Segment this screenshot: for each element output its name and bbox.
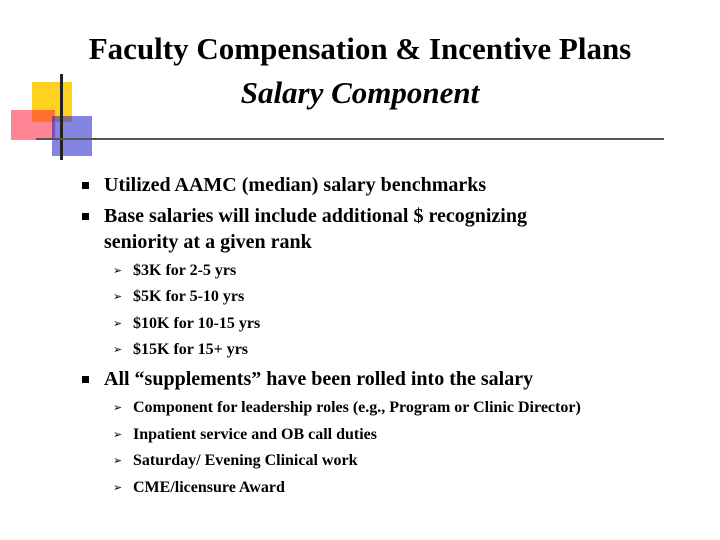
bullet-supplements: All “supplements” have been rolled into the salary: [104, 368, 534, 390]
slide-title: Faculty Compensation & Incentive Plans: [88, 31, 632, 66]
arrow-bullet-icon: ➢: [113, 428, 123, 441]
arrow-bullet-icon: ➢: [113, 343, 123, 356]
square-bullet-icon: [82, 376, 89, 383]
decor-blue-square: [52, 116, 92, 156]
arrow-bullet-icon: ➢: [113, 481, 123, 494]
sub-item-seniority: $5K for 5-10 yrs: [133, 288, 245, 305]
sub-item-seniority: $15K for 15+ yrs: [133, 341, 249, 358]
sub-item-supplement: CME/licensure Award: [133, 479, 285, 496]
arrow-bullet-icon: ➢: [113, 401, 123, 414]
sub-item-supplement: Component for leadership roles (e.g., Program or Clinic Director): [133, 399, 581, 416]
sub-item-seniority: $10K for 10-15 yrs: [133, 315, 261, 332]
square-bullet-icon: [82, 182, 89, 189]
title-divider-line: [36, 138, 664, 140]
arrow-bullet-icon: ➢: [113, 317, 123, 330]
bullet-base-salaries: Base salaries will include additional $ recognizing: [104, 205, 527, 227]
arrow-bullet-icon: ➢: [113, 290, 123, 303]
slide-subtitle: Salary Component: [240, 75, 480, 110]
sub-item-supplement: Inpatient service and OB call duties: [133, 426, 378, 443]
decor-red-square: [11, 110, 55, 140]
arrow-bullet-icon: ➢: [113, 264, 123, 277]
arrow-bullet-icon: ➢: [113, 454, 123, 467]
sub-item-seniority: $3K for 2-5 yrs: [133, 262, 237, 279]
square-bullet-icon: [82, 213, 89, 220]
sub-item-supplement: Saturday/ Evening Clinical work: [133, 452, 358, 469]
bullet-aamc-benchmarks: Utilized AAMC (median) salary benchmarks: [104, 174, 487, 196]
bullet-base-salaries-cont: seniority at a given rank: [104, 231, 312, 253]
